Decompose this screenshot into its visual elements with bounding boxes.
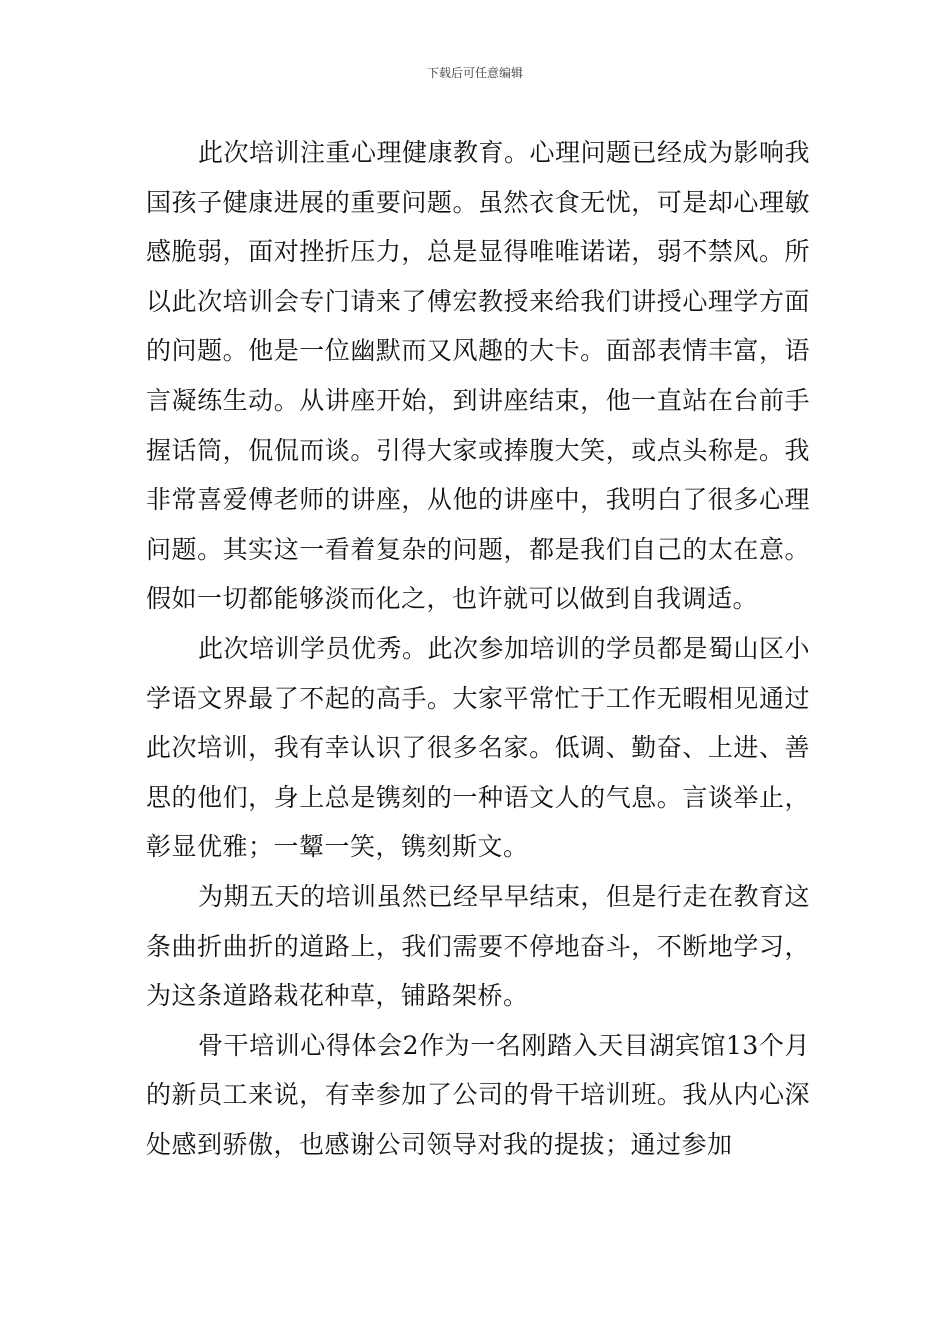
paragraph-conclusion: 为期五天的培训虽然已经早早结束，但是行走在教育这条曲折曲折的道路上，我们需要不停地奋斗，不断地学习，为这条道路栽花种草，铺路架桥。 (146, 881, 811, 1011)
paragraph-excellent-trainees: 此次培训学员优秀。此次参加培训的学员都是蜀山区小学语文界最了不起的高手。大家平常忙于工作无暇相见通过此次培训，我有幸认识了很多名家。低调、勤奋、上进、善思的他们，身上总是镌刻的一种语文人的气息。言谈举止，彰显优雅；一颦一笑，镌刻斯文。 (146, 633, 811, 862)
document-body (146, 128, 810, 1169)
paragraph-psychology-education: 此次培训注重心理健康教育。心理问题已经成为影响我国孩子健康进展的重要问题。虽然衣食无忧，可是却心理敏感脆弱，面对挫折压力，总是显得唯唯诺诺，弱不禁风。所以此次培训会专门请来了傅宏教授来给我们讲授心理学方面的问题。他是一位幽默而又风趣的大卡。面部表情丰富，语言凝练生动。从讲座开始，到讲座结束，他一直站在台前手握话筒，侃侃而谈。引得大家或捧腹大笑，或点头称是。我非常喜爱傅老师的讲座，从他的讲座中，我明白了很多心理问题。其实这一看着复杂的问题，都是我们自己的太在意。假如一切都能够淡而化之，也许就可以做到自我调适。 (146, 138, 811, 614)
page-header: 下载后可任意编辑 (426, 66, 523, 80)
paragraph-training-reflection-2: 骨干培训心得体会2作为一名刚踏入天目湖宾馆13个月的新员工来说，有幸参加了公司的骨干培训班。我从内心深处感到骄傲，也感谢公司领导对我的提拔；通过参加 (146, 1030, 810, 1159)
